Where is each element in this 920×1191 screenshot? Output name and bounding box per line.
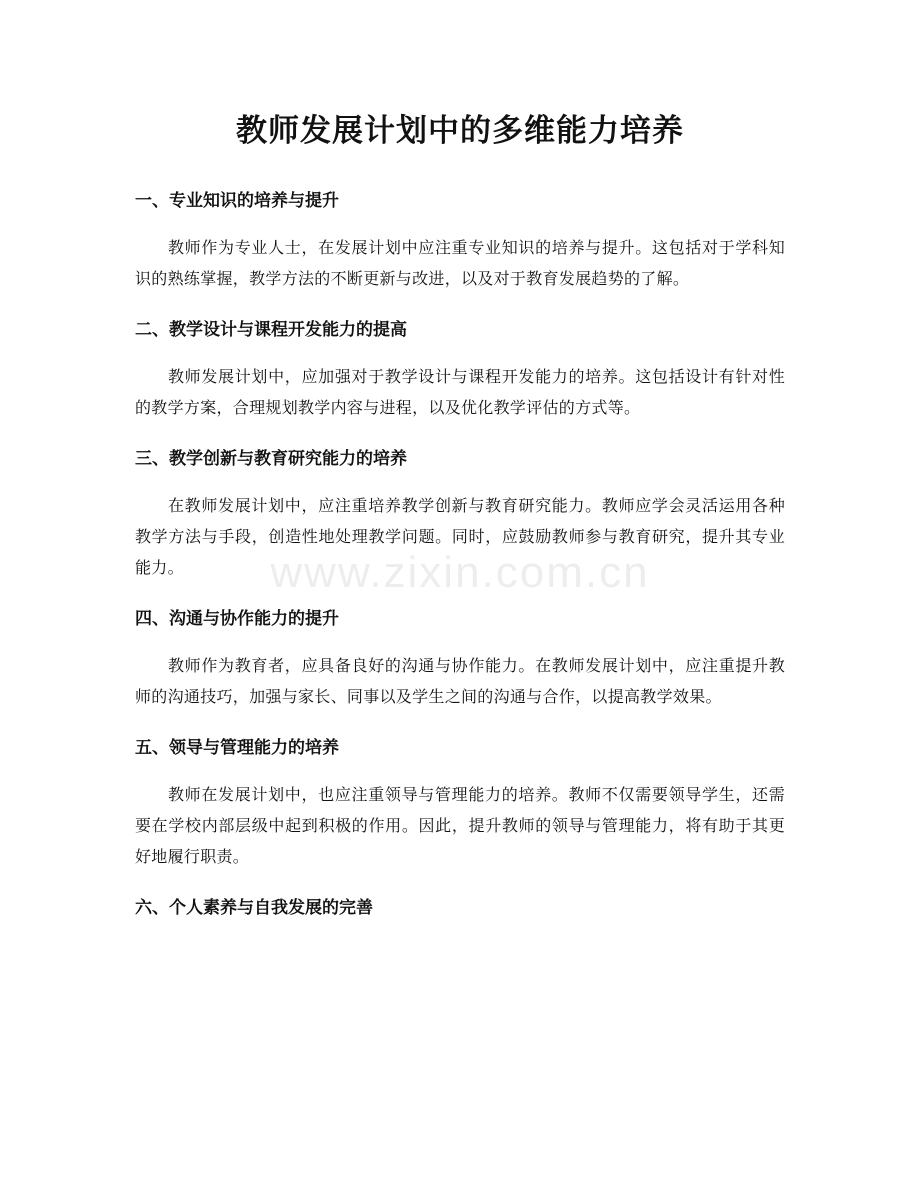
section-heading: 四、沟通与协作能力的提升: [135, 609, 339, 629]
section-heading: 一、专业知识的培养与提升: [135, 191, 339, 211]
section-body: 教师作为专业人士，在发展计划中应注重专业知识的培养与提升。这包括对于学科知识的熟练掌握，教学方法的不断更新与改进，以及对于教育发展趋势的了解。: [135, 238, 785, 288]
section-heading: 二、教学设计与课程开发能力的提高: [135, 320, 407, 340]
section-heading: 三、教学创新与教育研究能力的培养: [135, 449, 407, 469]
section-body: 在教师发展计划中，应注重培养教学创新与教育研究能力。教师应学会灵活运用各种教学方法与手段，创造性地处理教学问题。同时，应鼓励教师参与教育研究，提升其专业能力。: [135, 496, 785, 577]
section-body: 教师作为教育者，应具备良好的沟通与协作能力。在教师发展计划中，应注重提升教师的沟通技巧，加强与家长、同事以及学生之间的沟通与合作，以提高教学效果。: [135, 656, 785, 706]
document-title: 教师发展计划中的多维能力培养: [236, 113, 684, 149]
section-body: 教师在发展计划中，也应注重领导与管理能力的培养。教师不仅需要领导学生，还需要在学校内部层级中起到积极的作用。因此，提升教师的领导与管理能力，将有助于其更好地履行职责。: [135, 785, 785, 866]
section-heading: 五、领导与管理能力的培养: [135, 738, 339, 758]
document-content: [135, 186, 785, 939]
section-body: 教师发展计划中，应加强对于教学设计与课程开发能力的培养。这包括设计有针对性的教学方案，合理规划教学内容与进程，以及优化教学评估的方式等。: [135, 367, 785, 417]
section-heading: 六、个人素养与自我发展的完善: [135, 898, 373, 918]
watermark: www.zixin.com.cn: [270, 548, 650, 597]
